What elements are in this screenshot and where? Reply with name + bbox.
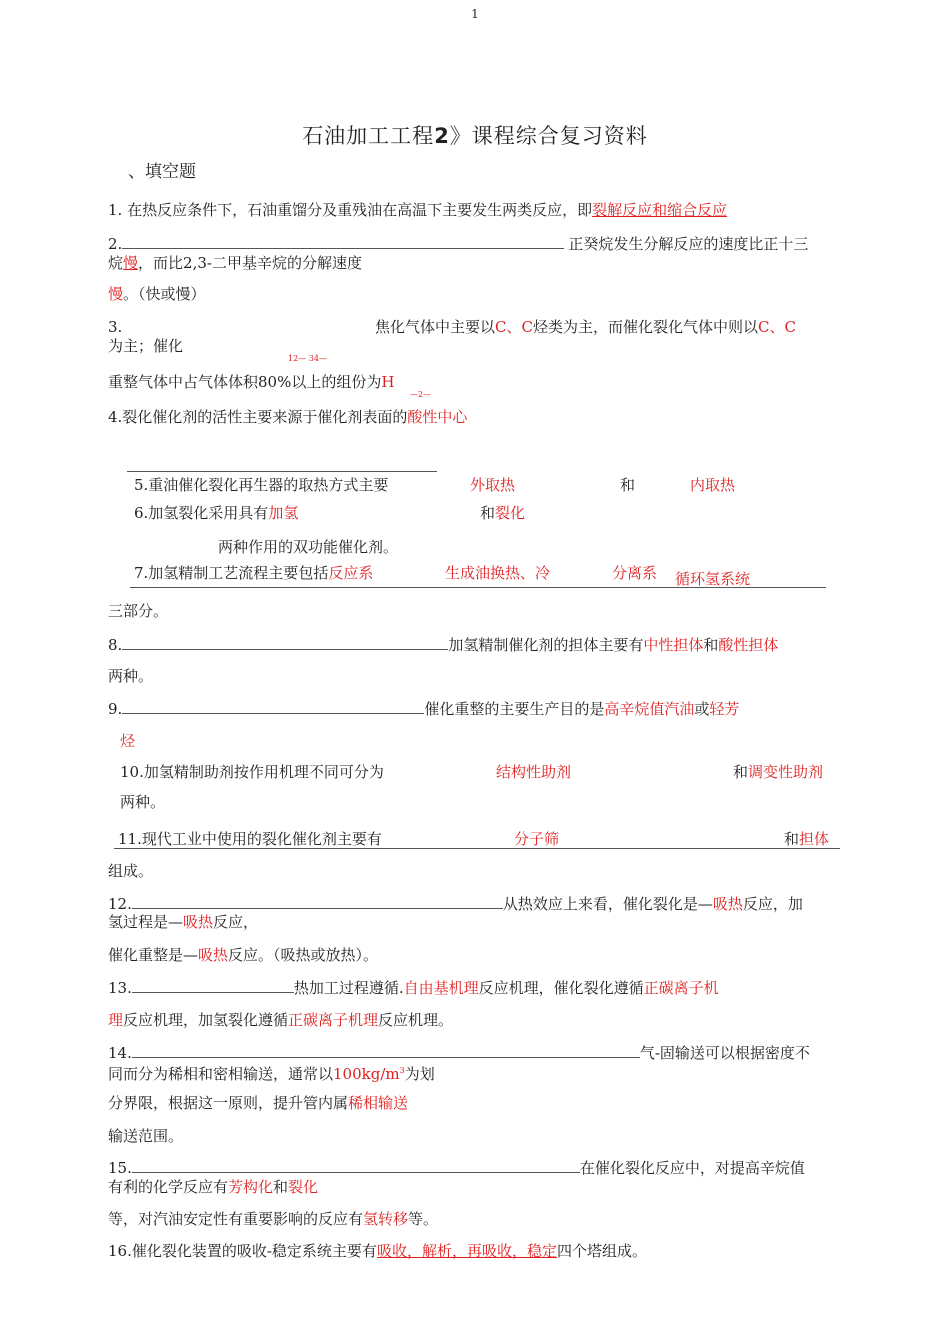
q10-and: 和: [733, 763, 749, 781]
q10-text: 10.加氢精制助剂按作用机理不同可分为: [120, 763, 384, 781]
q13-number: 13.: [108, 979, 132, 997]
question-14-line-2: [108, 1061, 435, 1084]
q15-text-4: 等。: [408, 1210, 439, 1228]
question-4: [108, 407, 467, 427]
q5-text: 5.重油催化裂化再生器的取热方式主要: [134, 476, 389, 494]
q15-text-1: 在催化裂化反应中，对提高辛烷值: [579, 1159, 805, 1177]
q7-answer-4: 循环氢系统: [675, 570, 751, 588]
q2-answer-1: 慢: [123, 254, 139, 272]
q6-text: 6.加氢裂化采用具有: [134, 504, 269, 522]
q6-answer-2: 裂化: [495, 504, 526, 522]
q2-blank: [122, 233, 564, 249]
question-13-line-2: [108, 1010, 453, 1030]
question-3-line-3: [108, 372, 394, 392]
q5-answer-2: 内取热: [690, 476, 736, 494]
q7-answer-3: 分离系: [612, 564, 658, 582]
q12-blank: [132, 893, 503, 909]
question-6-mid: [480, 503, 525, 523]
q3-number: 3.: [108, 318, 123, 336]
q10-answer-2: 调变性助剂: [748, 763, 824, 781]
title-part-3: 》课程综合复习资料: [449, 124, 648, 148]
q14-number: 14.: [108, 1044, 132, 1062]
q13-text-3: 反应机理，加氢裂化遵循: [123, 1011, 289, 1029]
question-16: [108, 1241, 647, 1261]
q1-answer: 裂解反应和缩合反应: [592, 201, 728, 219]
q13-text-2: 反应机理，催化裂化遵循: [478, 979, 644, 997]
q12-text-3: 氢过程是—: [108, 913, 184, 931]
q5-and: 和: [620, 476, 636, 494]
q3-subscript-2: —2—: [410, 390, 432, 399]
q8-answer-1: 中性担体: [643, 636, 704, 654]
q9-answer-3: 烃: [120, 732, 136, 750]
q8-answer-2: 酸性担体: [718, 636, 779, 654]
q3-text-1: 焦化气体中主要以: [375, 318, 496, 336]
document-title: [0, 122, 950, 150]
q13-answer-2: 正碳离子机: [643, 979, 719, 997]
q15-number: 15.: [108, 1159, 132, 1177]
question-8: [108, 634, 778, 655]
q9-text: 催化重整的主要生产目的是: [424, 700, 605, 718]
q9-answer-2: 轻芳: [709, 700, 740, 718]
q15-answer-1: 芳构化: [228, 1178, 274, 1196]
q2-text-2b: ，而比2,3-二甲基辛烷的分解速度: [138, 254, 362, 272]
q12-text-6: 反应。（吸热或放热）。: [228, 946, 379, 964]
q4-answer: 酸性中心: [407, 408, 468, 426]
q6-text-2: 两种作用的双功能催化剂。: [218, 538, 399, 556]
q5-answer-1: 外取热: [470, 476, 516, 494]
question-1: [108, 200, 727, 220]
q4-text: 4.裂化催化剂的活性主要来源于催化剂表面的: [108, 408, 408, 426]
question-2-line-3: [108, 284, 206, 304]
question-12-line-1: [108, 893, 803, 914]
q15-answer-2: 裂化: [288, 1178, 319, 1196]
q12-text-5: 催化重整是—: [108, 946, 199, 964]
q13-answer-3: 理: [108, 1011, 124, 1029]
q7-answer-2: 生成油换热、冷: [445, 564, 551, 582]
q3-text-2: 烃类为主，而催化裂化气体中则以: [532, 318, 758, 336]
q14-superscript: 3: [399, 1066, 405, 1075]
q11-and: 和: [784, 830, 800, 848]
title-part-2: 2: [434, 124, 450, 148]
q13-text-4: 反应机理。: [378, 1011, 454, 1029]
q11-answer-1: 分子筛: [514, 830, 560, 848]
q11-rule: [114, 848, 840, 849]
q12-answer-3: 吸热: [198, 946, 229, 964]
q12-text-4: 反应，: [213, 913, 259, 931]
question-14-line-1: [108, 1042, 810, 1063]
q9-or: 或: [694, 700, 710, 718]
q3-subscript-1: 12— 34—: [288, 354, 327, 363]
title-part-1: 石油加工工程: [302, 124, 435, 148]
q9-number: 9.: [108, 700, 123, 718]
q16-text: 16.催化裂化装置的吸收-稳定系统主要有: [108, 1242, 377, 1260]
q8-blank: [122, 634, 448, 650]
q14-text-2: 同而分为稀相和密相输送，通常以: [108, 1065, 334, 1083]
q14-text-3: 为划: [404, 1065, 435, 1083]
q7-text: 7.加氢精制工艺流程主要包括: [134, 564, 329, 582]
q12-number: 12.: [108, 895, 132, 913]
q14-text-4: 分界限，根据这一原则，提升管内属: [108, 1094, 349, 1112]
q3-answer-1: C、C: [495, 318, 533, 336]
q16-answer: 吸收，解析，再吸收，稳定: [376, 1242, 557, 1260]
q2-text-1: 正癸烷发生分解反应的速度比正十三: [568, 235, 809, 253]
q15-answer-3: 氢转移: [363, 1210, 409, 1228]
q13-blank: [132, 977, 294, 993]
q13-answer-4: 正碳离子机理: [288, 1011, 379, 1029]
q2-number: 2.: [108, 235, 123, 253]
question-11-right: [784, 829, 829, 849]
question-15-line-1: [108, 1157, 805, 1178]
q14-text-5: 输送范围。: [108, 1127, 184, 1145]
q2-answer-2: 慢: [108, 285, 124, 303]
q13-answer-1: 自由基机理: [403, 979, 479, 997]
q3-answer-3: H: [381, 373, 395, 391]
q1-text: 1. 在热反应条件下，石油重馏分及重残油在高温下主要发生两类反应，即: [108, 201, 593, 219]
q8-number: 8.: [108, 636, 123, 654]
q15-and: 和: [273, 1178, 289, 1196]
q3-answer-2: C、C: [758, 318, 796, 336]
question-7: [134, 563, 373, 583]
q9-blank: [122, 698, 424, 714]
question-15-line-2: [108, 1177, 318, 1197]
q15-text-3: 等，对汽油安定性有重要影响的反应有: [108, 1210, 364, 1228]
q7-rule: [130, 587, 826, 588]
q16-text-2: 四个塔组成。: [556, 1242, 647, 1260]
question-12-line-2: [108, 912, 258, 932]
q14-answer-2: 稀相输送: [348, 1094, 409, 1112]
q6-and: 和: [480, 504, 496, 522]
q14-blank: [132, 1042, 640, 1058]
q7-answer-1: 反应系: [328, 564, 374, 582]
section-heading: 、填空题: [128, 162, 196, 182]
q7-text-2: 三部分。: [108, 602, 169, 620]
q14-answer-1: 100kg/m: [333, 1065, 400, 1083]
q11-text-2: 组成。: [108, 862, 154, 880]
q6-answer-1: 加氢: [268, 504, 299, 522]
question-2-line-2: [108, 253, 362, 273]
question-9: [108, 698, 739, 719]
question-2-line-1: [108, 233, 808, 254]
q10-text-2: 两种。: [120, 793, 166, 811]
q12-text-1: 从热效应上来看，催化裂化是—: [502, 895, 713, 913]
q8-text: 加氢精制催化剂的担体主要有: [448, 636, 644, 654]
q8-text-2: 两种。: [108, 667, 154, 685]
question-12-line-3: [108, 945, 378, 965]
q8-and: 和: [703, 636, 719, 654]
q15-text-2: 有利的化学反应有: [108, 1178, 229, 1196]
question-6-line-1: [134, 503, 298, 523]
q11-text: 11.现代工业中使用的裂化催化剂主要有: [118, 830, 382, 848]
q3-text-4: 重整气体中占气体体积80%以上的组份为: [108, 373, 382, 391]
question-10-right: [733, 762, 823, 782]
q12-answer-1: 吸热: [712, 895, 743, 913]
q9-answer-1: 高辛烷值汽油: [604, 700, 695, 718]
q10-answer-1: 结构性助剂: [496, 763, 572, 781]
q14-text-1: 气-固输送可以根据密度不: [639, 1044, 810, 1062]
question-15-line-3: [108, 1209, 438, 1229]
q2-text-2a: 烷: [108, 254, 124, 272]
question-13-line-1: [108, 977, 719, 998]
q2-text-3: 。（快或慢）: [123, 285, 206, 303]
q11-answer-2: 担体: [799, 830, 830, 848]
q12-text-2: 反应，加: [742, 895, 803, 913]
q3-text-3: 为主；催化: [108, 337, 184, 355]
q13-text-1: 热加工过程遵循.: [293, 979, 404, 997]
question-3-line-1: [375, 317, 796, 337]
q12-answer-2: 吸热: [183, 913, 214, 931]
page-number: 1: [471, 7, 479, 21]
q5-rule: [127, 471, 437, 472]
q15-blank: [132, 1157, 580, 1173]
question-14-line-3: [108, 1093, 408, 1113]
